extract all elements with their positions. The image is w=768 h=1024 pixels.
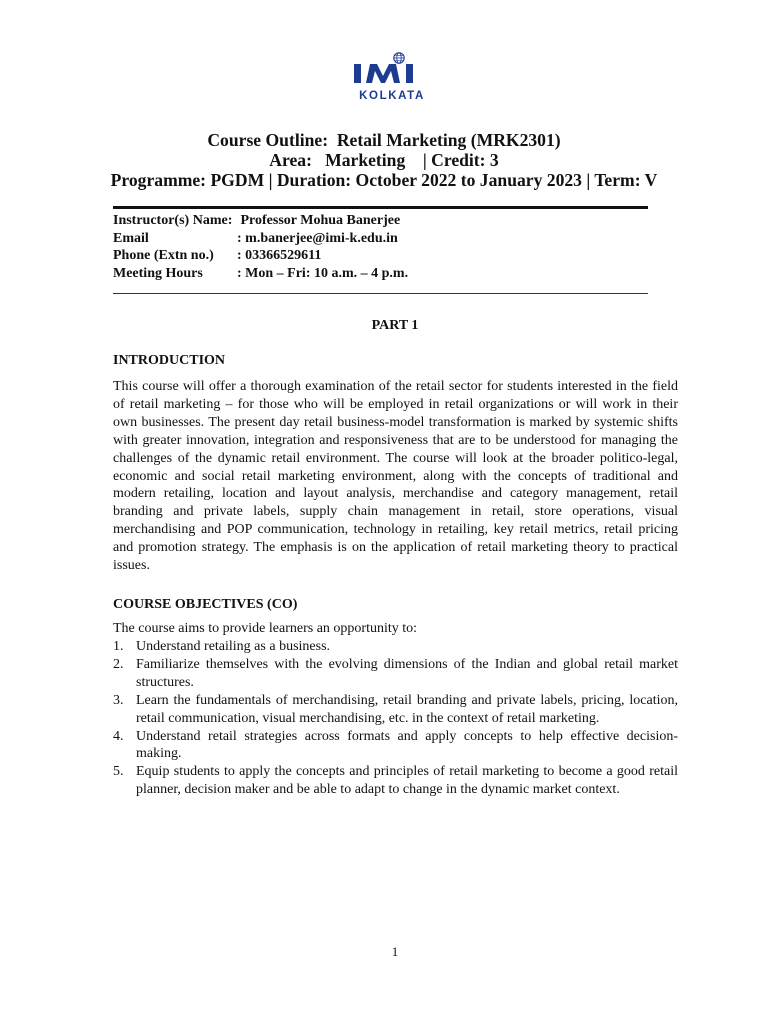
list-item-text: Familiarize themselves with the evolving dimensions of the Indian and global retail market structures.: [136, 656, 678, 690]
course-area-credit: Area: Marketing | Credit: 3: [269, 150, 499, 170]
email-value: : m.banerjee@imi-k.edu.in: [237, 230, 398, 246]
list-item-text: Equip students to apply the concepts and principles of retail marketing to become a good retail planner, decision maker and be able to adapt to change in the dynamic market context.: [136, 764, 678, 798]
page-number: 1: [391, 944, 399, 959]
list-item: [113, 692, 678, 728]
list-item-number: 3.: [113, 692, 124, 708]
instructor-name-value: Professor Mohua Banerjee: [237, 213, 401, 228]
header-divider-thick: [113, 206, 648, 209]
list-item: [113, 763, 678, 799]
imi-logo-wordmark: [350, 52, 434, 84]
list-item-text: Learn the fundamentals of merchandising, retail branding and private labels, pricing, location, retail communication, visual merchandising, etc. in the context of retail marketing.: [136, 692, 678, 726]
objectives-lead: The course aims to provide learners an opportunity to:: [113, 621, 418, 636]
email-label: Email: [113, 230, 149, 246]
objectives-list: [113, 638, 678, 799]
meeting-hours-label: Meeting Hours: [113, 265, 203, 281]
list-item-text: Understand retail strategies across formats and apply concepts to help effective decision-making.: [136, 728, 678, 762]
logo-location-text: KOLKATA: [359, 90, 425, 102]
introduction-heading: INTRODUCTION: [113, 353, 226, 368]
list-item-number: 4.: [113, 728, 124, 744]
list-item: [113, 638, 678, 656]
list-item-text: Understand retailing as a business.: [136, 639, 331, 654]
meeting-hours-value: : Mon – Fri: 10 a.m. – 4 p.m.: [237, 265, 409, 281]
imi-kolkata-logo: [346, 46, 438, 106]
info-divider-thin: [113, 293, 648, 294]
phone-label: Phone (Extn no.): [113, 248, 214, 263]
introduction-paragraph: This course will offer a thorough examination of the retail sector for students interested in the field of retail marketing – for those who will be employed in retail organizations or will work in their own businesses. The present day retail business-model transformation is marked by systemic shifts with greater innovation, integration and responsiveness that are to be understood for managing the challenges of the dynamic retail environment. The course will look at the broader politico-legal, economic and social retail marketing environment, along with the concepts of traditional and modern retailing, location and layout analysis, merchandise and category management, retail branding and private labels, supply chain management in retail, store operations, visual merchandising and POP communication, technology in retailing, key retail metrics, retail pricing and promotion strategy. The emphasis is on the application of retail marketing theory to practical issues.: [113, 379, 678, 574]
phone-value: : 03366529611: [237, 248, 322, 263]
programme-duration-term: Programme: PGDM | Duration: October 2022 to January 2023 | Term: V: [110, 170, 658, 190]
instructor-name-label: Instructor(s) Name:: [113, 213, 233, 228]
part-title: PART 1: [371, 318, 419, 333]
objectives-heading: COURSE OBJECTIVES (CO): [113, 597, 298, 612]
list-item-number: 1.: [113, 639, 124, 654]
course-title: Course Outline: Retail Marketing (MRK2301): [207, 130, 561, 150]
course-title-block: [0, 130, 768, 190]
list-item-number: 2.: [113, 656, 124, 672]
list-item: [113, 728, 678, 764]
list-item-number: 5.: [113, 764, 124, 780]
list-item: [113, 656, 678, 692]
